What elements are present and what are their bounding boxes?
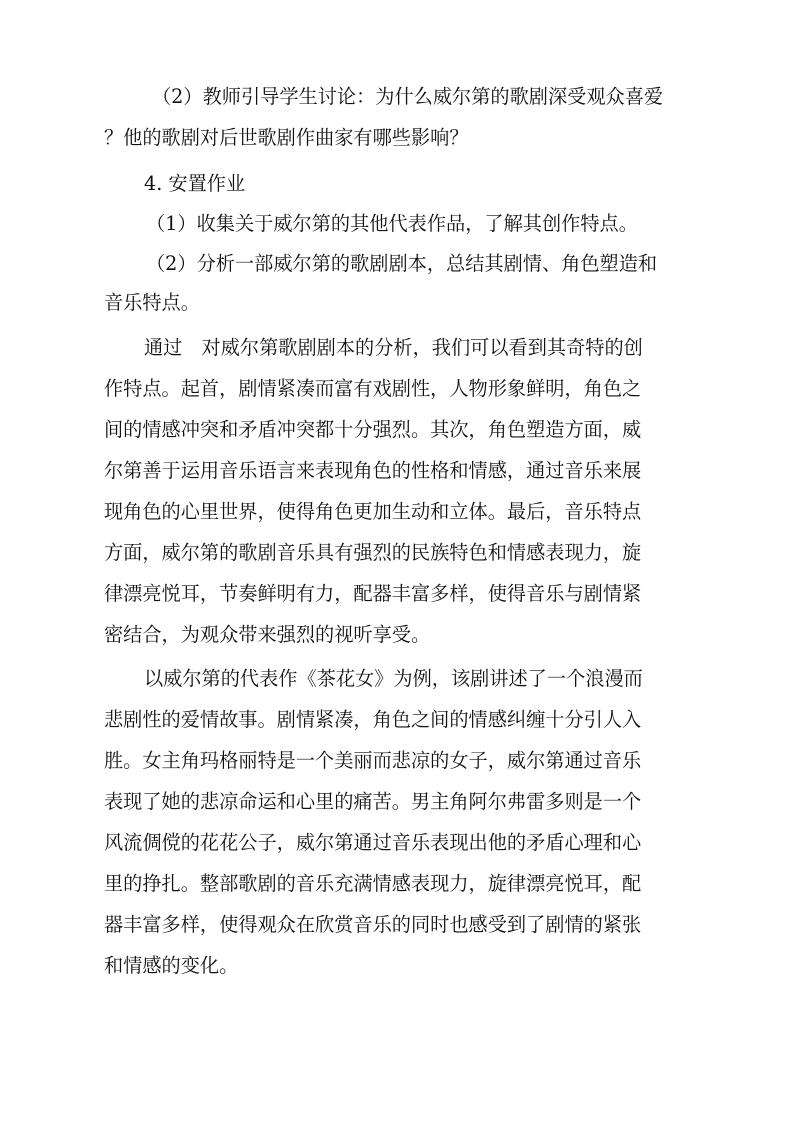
paragraph-analysis-line-6: 方面，威尔第的歌剧音乐具有强烈的民族特色和情感表现力，旋 xyxy=(104,541,642,564)
paragraph-example-line-6: 里的挣扎。整部歌剧的音乐充满情感表现力，旋律漂亮悦耳，配 xyxy=(104,872,642,895)
paragraph-analysis-line-5: 现角色的心里世界，使得角色更加生动和立体。最后，音乐特点 xyxy=(104,500,642,523)
homework-item-2-line-2: 音乐特点。 xyxy=(104,291,200,314)
paragraph-analysis-line-7: 律漂亮悦耳，节奏鲜明有力，配器丰富多样，使得音乐与剧情紧 xyxy=(104,582,642,605)
paragraph-analysis-line-8: 密结合，为观众带来强烈的视听享受。 xyxy=(104,623,431,646)
paragraph-example-line-4: 表现了她的悲凉命运和心里的痛苦。男主角阿尔弗雷多则是一个 xyxy=(104,790,642,813)
paragraph-example-line-3: 胜。女主角玛格丽特是一个美丽而悲凉的女子，威尔第通过音乐 xyxy=(104,749,642,772)
paragraph-example-line-1: 以威尔第的代表作《茶花女》为例，该剧讲述了一个浪漫而 xyxy=(144,667,643,690)
paragraph-example-line-8: 和情感的变化。 xyxy=(104,954,239,977)
section-heading-homework: 4. 安置作业 xyxy=(144,172,246,195)
discussion-question-line-2: ？他的歌剧对后世歌剧作曲家有哪些影响？ xyxy=(104,126,469,149)
homework-item-1: （1）收集关于威尔第的其他代表作品，了解其创作特点。 xyxy=(146,212,638,235)
discussion-question-line-1: （2）教师引导学生讨论：为什么威尔第的歌剧深受观众喜爱 xyxy=(152,85,664,108)
paragraph-example-line-2: 悲剧性的爱情故事。剧情紧凑，角色之间的情感纠缠十分引人入 xyxy=(104,708,642,731)
homework-item-2-line-1: （2）分析一部威尔第的歌剧剧本，总结其剧情、角色塑造和 xyxy=(146,252,658,275)
paragraph-analysis-line-4: 尔第善于运用音乐语言来表现角色的性格和情感，通过音乐来展 xyxy=(104,459,642,482)
paragraph-example-line-7: 器丰富多样，使得观众在欣赏音乐的同时也感受到了剧情的紧张 xyxy=(104,913,642,936)
paragraph-analysis-line-2: 作特点。起首，剧情紧凑而富有戏剧性，人物形象鲜明，角色之 xyxy=(104,377,642,400)
paragraph-analysis-line-3: 间的情感冲突和矛盾冲突都十分强烈。其次，角色塑造方面，威 xyxy=(104,418,642,441)
paragraph-example-line-5: 风流倜傥的花花公子，威尔第通过音乐表现出他的矛盾心理和心 xyxy=(104,831,642,854)
paragraph-analysis-line-1: 通过 对威尔第歌剧剧本的分析，我们可以看到其奇特的创 xyxy=(144,336,643,359)
